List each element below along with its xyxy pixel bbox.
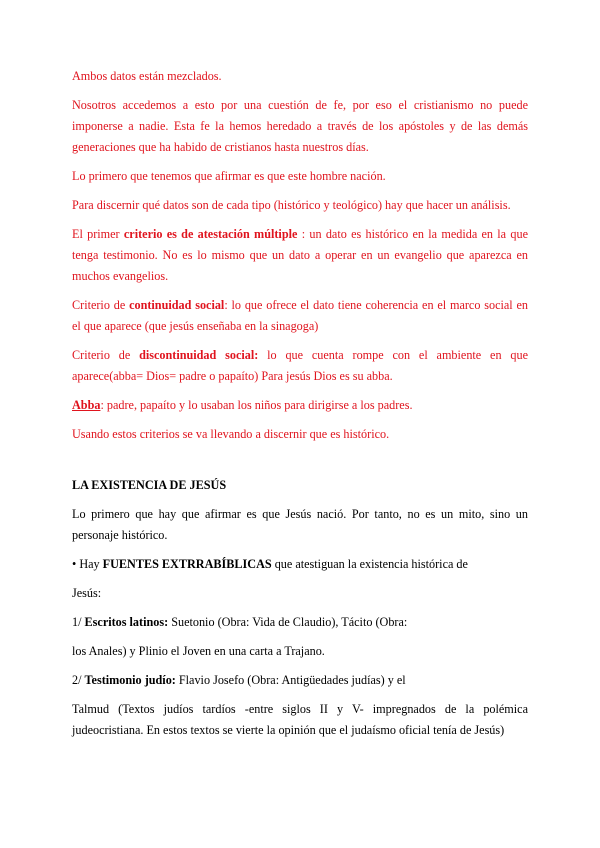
bold-term: Escritos latinos: [84,615,169,629]
abba-definition [72,395,528,416]
intro-paragraph-9: Usando estos criterios se va llevando a discernir que es histórico. [72,427,390,441]
criterion-multiple-attestation [72,224,528,287]
intro-paragraph-4: Para discernir qué datos son de cada tipo (histórico y teológico) hay que hacer un análisis. [72,198,511,212]
intro-paragraph-2: Nosotros accedemos a esto por una cuestión de fe, por eso el cristianismo no puede imponerse a nadie. Esta fe la hemos heredado a través de los apóstoles y de las demás generaciones que ha habido de cristianos hasta nuestros días. [72,98,528,154]
bold-term: FUENTES EXTRRABÍBLICAS [102,557,272,571]
list-item-latin-continuation: los Anales) y Plinio el Joven en una carta a Trajano. [72,644,325,658]
text-run: Criterio de [72,348,140,362]
bold-term: continuidad social [129,298,225,312]
text-run: 2/ [72,673,85,687]
section-paragraph-1: Lo primero que hay que afirmar es que Jesús nació. Por tanto, no es un mito, sino un personaje histórico. [72,507,528,542]
document-page [72,66,528,741]
list-item-jewish-testimony [72,670,528,691]
text-run: : un dato es histórico en la medida en la que tenga testimonio. No es lo mismo que un dato a operar en un evangelio que aparezca en muchos evangelios. [72,227,528,283]
bullet-continuation: Jesús: [72,586,102,600]
text-run: Flavio Josefo (Obra: Antigüedades judías) y el [175,673,406,687]
text-run: : padre, papaíto y lo usaban los niños para dirigirse a los padres. [100,398,413,412]
list-item-jewish-continuation: Talmud (Textos judíos tardíos -entre siglos II y V- impregnados de la polémica judeocristiana. En estos textos se vierte la opinión que el judaísmo oficial tenía de Jesús) [72,702,528,737]
bullet-extrabiblical-sources [72,554,528,575]
text-run: • Hay [72,557,103,571]
criterion-social-continuity [72,295,528,337]
text-run: Suetonio (Obra: Vida de Claudio), Tácito (Obra: [168,615,408,629]
criterion-social-discontinuity [72,345,528,387]
text-run: : lo que ofrece el dato tiene coherencia en el marco social en el que aparece (que jesús enseñaba en la sinagoga) [72,298,528,333]
text-run: lo que cuenta rompe con el ambiente en que aparece(abba= Dios= padre o papaíto) Para jesús Dios es su abba. [72,348,528,383]
text-run: El primer [72,227,124,241]
intro-paragraph-3: Lo primero que tenemos que afirmar es que este hombre nación. [72,169,386,183]
bold-underlined-term: Abba [72,398,101,412]
section-heading: LA EXISTENCIA DE JESÚS [72,478,227,492]
text-run: Criterio de [72,298,130,312]
bold-term: Testimonio judío: [84,673,176,687]
list-item-latin-writings [72,612,528,633]
bold-term: criterio es de atestación múltiple [123,227,298,241]
bold-term: discontinuidad social: [139,348,259,362]
text-run: que atestiguan la existencia histórica de [271,557,468,571]
intro-paragraph-1: Ambos datos están mezclados. [72,69,222,83]
text-run: 1/ [72,615,85,629]
